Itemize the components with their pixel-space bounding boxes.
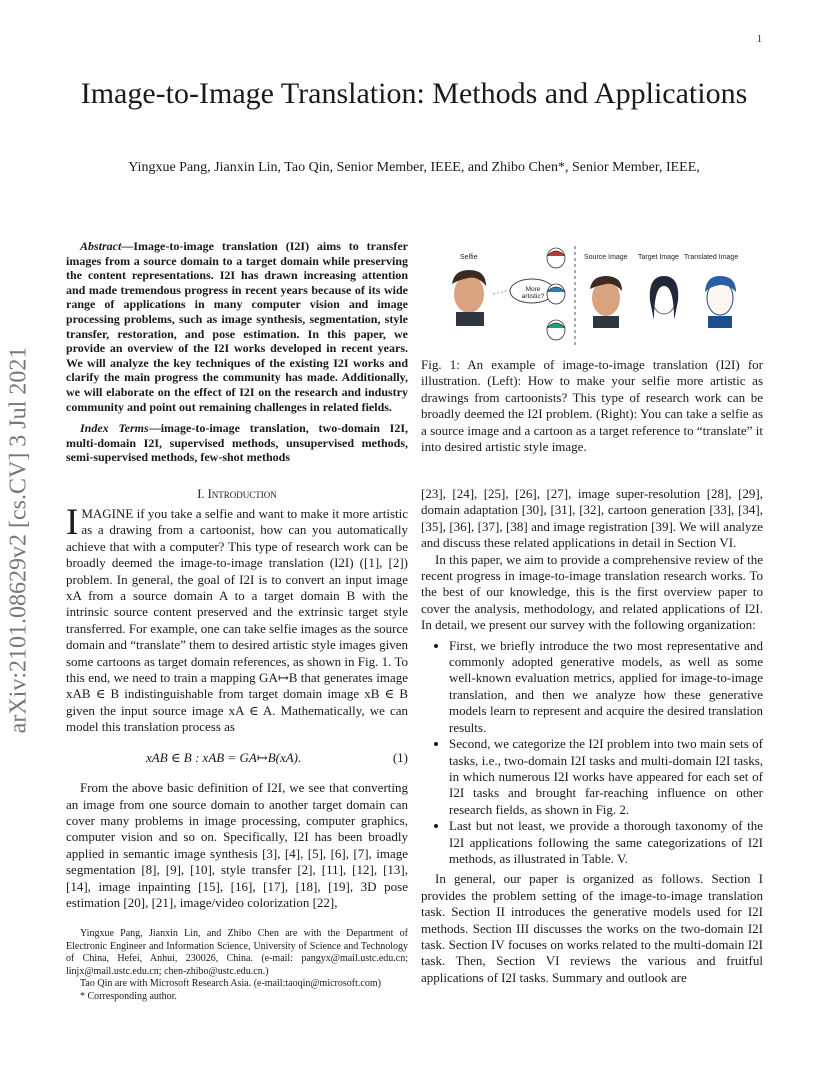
figure-1-illustration [438, 246, 758, 346]
abstract-text: —Image-to-image translation (I2I) aims to transfer images from a source domain to a target domain while preserving the content representations. I2I has drawn increasing attention and made tremendous progress in recent years because of its wide range of applications in many computer vision and image processing problems, such as image synthesis, segmentation, style transfer, restoration, and pose estimation. In this paper, we provide an overview of the I2I works developed in recent years. We will analyze the key techniques of the existing I2I works and clarify the main progress the community has made. Additionally, we will elaborate on the effect of I2I on the research and industry community and point out remaining challenges in related fields. [66, 239, 408, 414]
abstract [66, 239, 408, 414]
cartoon-faces [547, 248, 565, 340]
source-image [590, 276, 622, 328]
equation-number: (1) [392, 749, 408, 765]
selfie-image [452, 270, 486, 326]
intro-body [66, 502, 408, 911]
target-image [650, 276, 678, 320]
list-item: • Last but not least, we provide a thorough taxonomy of the I2I applications following the same categorizations of I2I methods, as illustrated in Table. V. [449, 818, 763, 867]
footnote-corresponding: * Corresponding author. [80, 990, 177, 1002]
list-item: • First, we briefly introduce the two most representative and commonly adopted generative models, as well as some well-known evaluation metrics, applied for image-to-image translation, and then we analyze how these generative models learn to represent and acquire the desired translation results. [449, 638, 763, 736]
abstract-label: Abstract [80, 239, 122, 253]
right-paragraph-3: In general, our paper is organized as follows. Section I provides the problem setting of the image-to-image translation task. Section II introduces the generative models used for I2I methods. Section III discusses the works on the two-domain I2I task. Section IV focuses on works related to the multi-domain I2I task. Then, Section VI reviews the various and fruitful applications of I2I tasks. Summary and outlook are [421, 871, 763, 985]
translated-image [705, 276, 736, 328]
equation-1 [66, 750, 408, 766]
right-column-body [421, 486, 763, 986]
footnotes [66, 928, 408, 1004]
right-paragraph-1: [23], [24], [25], [26], [27], image super-resolution [28], [29], domain adaptation [30], [31], [32], cartoon generation [33], [34], [35], [36], [37], [38] and image registration [39]. We will analyze and discuss these related applications in detail in Section VI. [421, 486, 763, 551]
page-number: 1 [757, 34, 762, 45]
organization-list [421, 638, 763, 868]
paper-title: Image-to-Image Translation: Methods and Applications [80, 77, 748, 110]
index-terms [66, 421, 408, 465]
list-item: • Second, we categorize the I2I problem into two main sets of tasks, i.e., two-domain I2I tasks and multi-domain I2I tasks, in which numerous I2I works have appeared for each set of I2I tasks and brought far-reaching influence on other research fields, as shown in Fig. 2. [449, 736, 763, 818]
figure-1 [438, 246, 758, 346]
label-target: Target Image [638, 254, 679, 261]
index-terms-label: Index Terms [80, 421, 149, 435]
equation-body: xAB ∈ B : xAB = GA↦B(xA). [146, 749, 302, 765]
intro-paragraph-1: MAGINE if you take a selfie and want to make it more artistic as a drawing from a cartoonist, how can you automatically achieve that with a computer? This type of research work can be broadly deemed the image-to-image translation (I2I) ([1], [2]) problem. In general, the goal of I2I is to convert an input image xA from a source domain A to a target domain B with the intrinsic source content preserved and the extrinsic target style transferred. For example, one can take selfie images as the source domain and “translate” them to desired artistic style images given some cartoons as target domain references, as shown in Fig. 1. To this end, we need to train a mapping GA↦B that generates image xAB ∈ B indistinguishable from target domain image xB ∈ B given the input source image xA ∈ A. Mathematically, we can model this translation process as [66, 506, 408, 735]
dropcap: I [66, 502, 79, 543]
index-terms-text: —image-to-image translation, two-domain I2I, multi-domain I2I, supervised methods, unsupervised methods, semi-supervised methods, few-shot methods [66, 421, 408, 465]
author-list: Yingxue Pang, Jianxin Lin, Tao Qin, Senior Member, IEEE, and Zhibo Chen*, Senior Member, IEEE, [128, 160, 700, 175]
label-bubble: More artistic? [521, 286, 545, 300]
right-paragraph-2: In this paper, we aim to provide a comprehensive review of the recent progress in image-to-image translation research works. To the best of our knowledge, this is the first overview paper to cover the analysis, methodology, and related applications of I2I. In detail, we present our survey with the following organization: [421, 551, 763, 633]
footnote-affiliation: Yingxue Pang, Jianxin Lin, and Zhibo Chen are with the Department of Electronic Engineer and Information Science, University of Science and Technology of China, Hefei, Anhui, 230026, China. (e-mail: pangyx@mail.ustc.edu.cn; linjx@mail.ustc.edu.cn; chen-zhibo@ustc.edu.cn.) [66, 928, 408, 977]
label-translated: Translated Image [684, 254, 739, 261]
figure-1-caption: Fig. 1: An example of image-to-image translation (I2I) for illustration. (Left): How to make your selfie more artistic as drawings from cartoonists? This type of research work can be broadly deemed the I2I problem. (Right): You can take a selfie as a source image and a cartoon as a target reference to “translate” it into desired artistic style image. [421, 357, 763, 455]
label-selfie: Selfie [460, 254, 478, 261]
section-heading: I. Introduction [197, 487, 277, 501]
intro-paragraph-2: From the above basic definition of I2I, we see that converting an image from one source domain to another target domain can cover many problems in image processing, computer graphics, computer vision and so on. Specifically, I2I has been broadly applied in semantic image synthesis [3], [4], [5], [6], [7], image segmentation [8], [9], [10], style transfer [2], [11], [12], [13], [14], image inpainting [15], [16], [17], [18], [19], 3D pose estimation [20], [21], image/video colorization [22], [66, 780, 408, 910]
footnote-msra: Tao Qin are with Microsoft Research Asia. (e-mail:taoqin@microsoft.com) [80, 978, 381, 990]
arxiv-stamp [0, 300, 40, 780]
label-source: Source Image [584, 254, 628, 261]
arxiv-stamp-text: arXiv:2101.08629v2 [cs.CV] 3 Jul 2021 [5, 346, 32, 734]
